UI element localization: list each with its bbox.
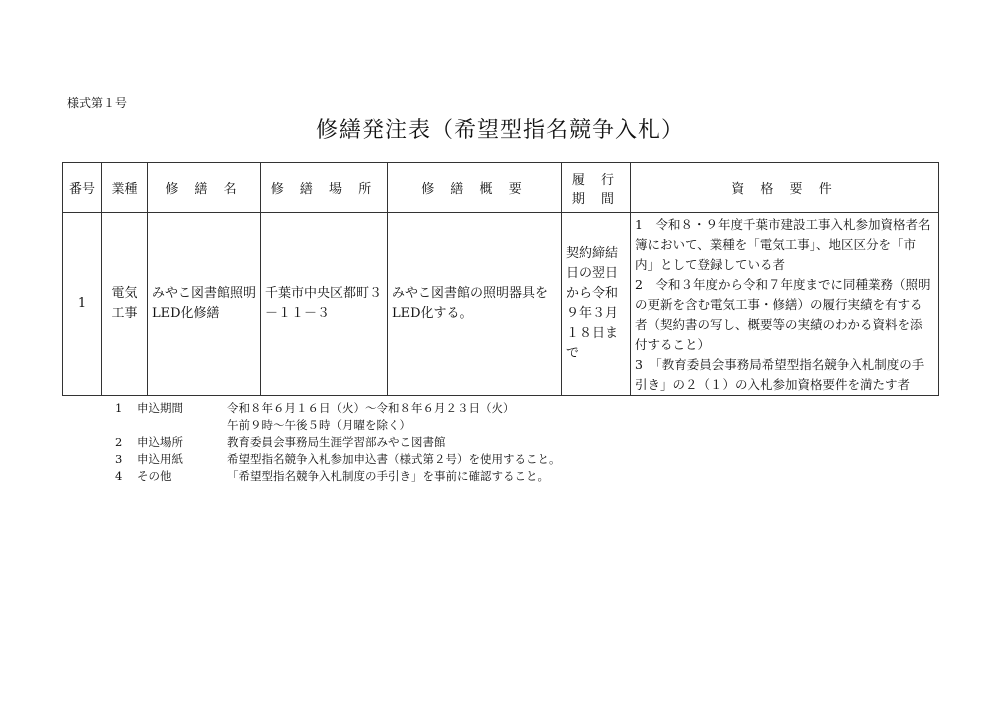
- qualification-item-3: 3 「教育委員会事務局希望型指名競争入札制度の手引き」の２（１）の入札参加資格要件を満たす者: [635, 357, 925, 392]
- note-label: 申込期間: [137, 401, 183, 415]
- cell-repair-location: 千葉市中央区都町３－１１－３: [261, 213, 388, 396]
- form-number: 様式第１号: [67, 96, 128, 110]
- header-period: [562, 163, 631, 213]
- header-repair-location: 修 繕 場 所: [261, 163, 388, 213]
- table-header-row: [63, 163, 939, 213]
- header-industry: 業種: [102, 163, 148, 213]
- note-number: 2: [115, 435, 123, 449]
- cell-period: 契約締結日の翌日から令和９年３月１８日まで: [562, 213, 631, 396]
- qualification-item-2: 2 令和３年度から令和７年度までに同種業務（照明の更新を含む電気工事・修繕）の履行実績を有する者（契約書の写し、概要等の実績のわかる資料を添付すること）: [635, 277, 931, 352]
- page-title: 修繕発注表（希望型指名競争入札）: [315, 118, 684, 143]
- note-value: 令和８年６月１６日（火）～令和８年６月２３日（火）: [227, 401, 515, 415]
- qualification-item-1: 1 令和８・９年度千葉市建設工事入札参加資格者名簿において、業種を「電気工事」、地区区分を「市内」として登録している者: [635, 217, 931, 272]
- order-table: [62, 162, 939, 396]
- note-item: [115, 434, 561, 451]
- note-number: 4: [115, 469, 123, 483]
- cell-number: 1: [63, 213, 102, 396]
- note-number: 1: [115, 401, 123, 415]
- note-item: [115, 468, 561, 485]
- cell-industry: 電気工事: [102, 213, 148, 396]
- header-period-line1: 履 行: [571, 172, 621, 188]
- note-item: [115, 451, 561, 468]
- table-row: [63, 213, 939, 396]
- cell-repair-summary: みやこ図書館の照明器具をLED化する。: [388, 213, 562, 396]
- note-value: 教育委員会事務局生涯学習部みやこ図書館: [227, 435, 446, 449]
- header-period-line2: 期 間: [571, 191, 621, 207]
- note-number: 3: [115, 452, 123, 466]
- notes-list: [115, 400, 561, 485]
- note-label: 申込場所: [137, 435, 183, 449]
- cell-qualifications: [631, 213, 939, 396]
- note-label: [137, 417, 227, 434]
- note-label: 申込用紙: [137, 452, 183, 466]
- note-value: 希望型指名競争入札参加申込書（様式第２号）を使用すること。: [227, 452, 561, 466]
- note-number: [115, 417, 137, 434]
- note-item: [115, 417, 561, 434]
- header-repair-summary: 修 繕 概 要: [388, 163, 562, 213]
- cell-repair-name: みやこ図書館照明LED化修繕: [148, 213, 261, 396]
- note-label: その他: [137, 469, 172, 483]
- header-number: 番号: [63, 163, 102, 213]
- header-qualifications: 資 格 要 件: [631, 163, 939, 213]
- note-item: [115, 400, 561, 417]
- header-repair-name: 修 繕 名: [148, 163, 261, 213]
- note-value: 「希望型指名競争入札制度の手引き」を事前に確認すること。: [227, 469, 549, 483]
- note-value: 午前９時～午後５時（月曜を除く）: [227, 418, 411, 432]
